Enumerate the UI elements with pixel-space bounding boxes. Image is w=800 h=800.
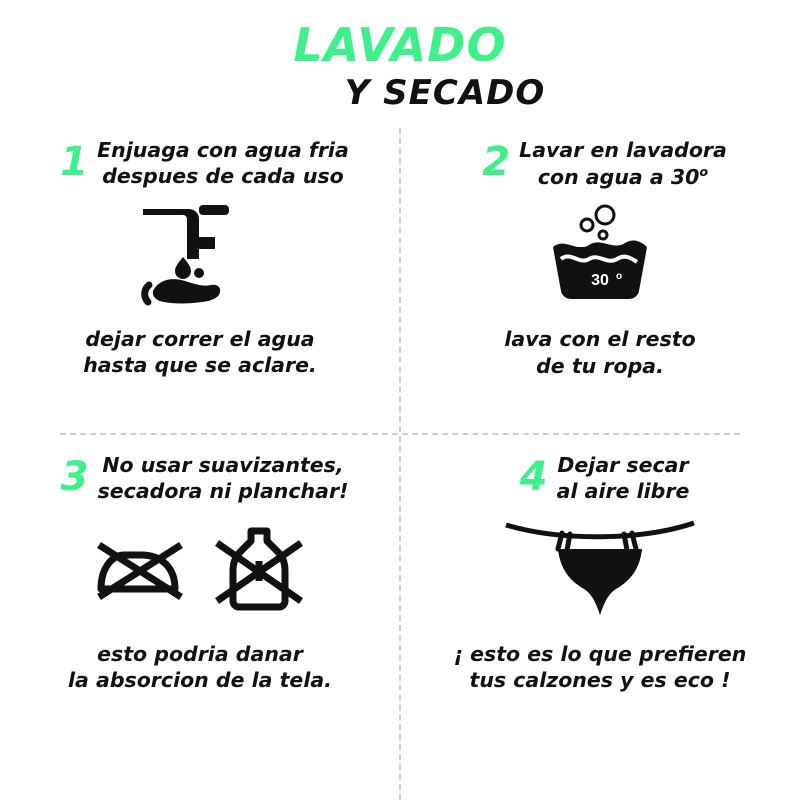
step-1-heading: Enjuaga con agua fria despues de cada uso	[97, 138, 349, 188]
step-3-footer: esto podria danar la absorcion de la tela.	[68, 641, 332, 693]
line-dry-underwear-icon	[500, 511, 700, 627]
step-2-footer: lava con el resto de tu ropa.	[504, 327, 696, 379]
step-card-1	[0, 138, 400, 379]
step-4-head	[418, 453, 782, 505]
step-card-4	[400, 453, 800, 694]
svg-text:o: o	[615, 271, 623, 283]
degree-symbol: o	[699, 163, 709, 179]
step-1-footer: dejar correr el agua hasta que se aclare.	[83, 326, 317, 378]
faucet-water-hand-icon	[135, 199, 265, 309]
step-number-4: 4	[519, 454, 548, 500]
step-3-heading: No usar suavizantes, secadora ni planchar!	[97, 453, 349, 503]
step-number-3: 3	[60, 454, 89, 500]
step-1-head	[18, 138, 382, 190]
step-3-head	[18, 453, 382, 505]
horizontal-divider	[60, 433, 740, 435]
step-1-icon-wrap	[18, 196, 382, 312]
page-title: LAVADO	[293, 18, 507, 72]
step-2-heading: Lavar en lavadora con agua a 30$^o$	[519, 138, 727, 189]
header	[0, 0, 800, 113]
step-card-2	[400, 138, 800, 380]
step-2-head	[418, 138, 782, 190]
step-number-2: 2	[482, 139, 511, 185]
step-4-footer: ¡ esto es lo que prefieren tus calzones y es eco !	[453, 641, 747, 693]
step-4-icon-wrap	[418, 511, 782, 627]
svg-text:30: 30	[591, 272, 609, 290]
step-4-heading: Dejar secar al aire libre	[556, 453, 690, 503]
step-2-icon-wrap	[418, 196, 782, 312]
no-iron-icon	[93, 523, 189, 615]
page-subtitle: Y SECADO	[344, 73, 546, 113]
step-number-1: 1	[60, 139, 89, 185]
wash-tub-30-icon	[535, 199, 665, 309]
steps-grid	[0, 128, 800, 800]
no-bleach-bottle-icon	[211, 523, 307, 615]
step-3-icon-wrap	[18, 511, 382, 627]
step-card-3	[0, 453, 400, 694]
